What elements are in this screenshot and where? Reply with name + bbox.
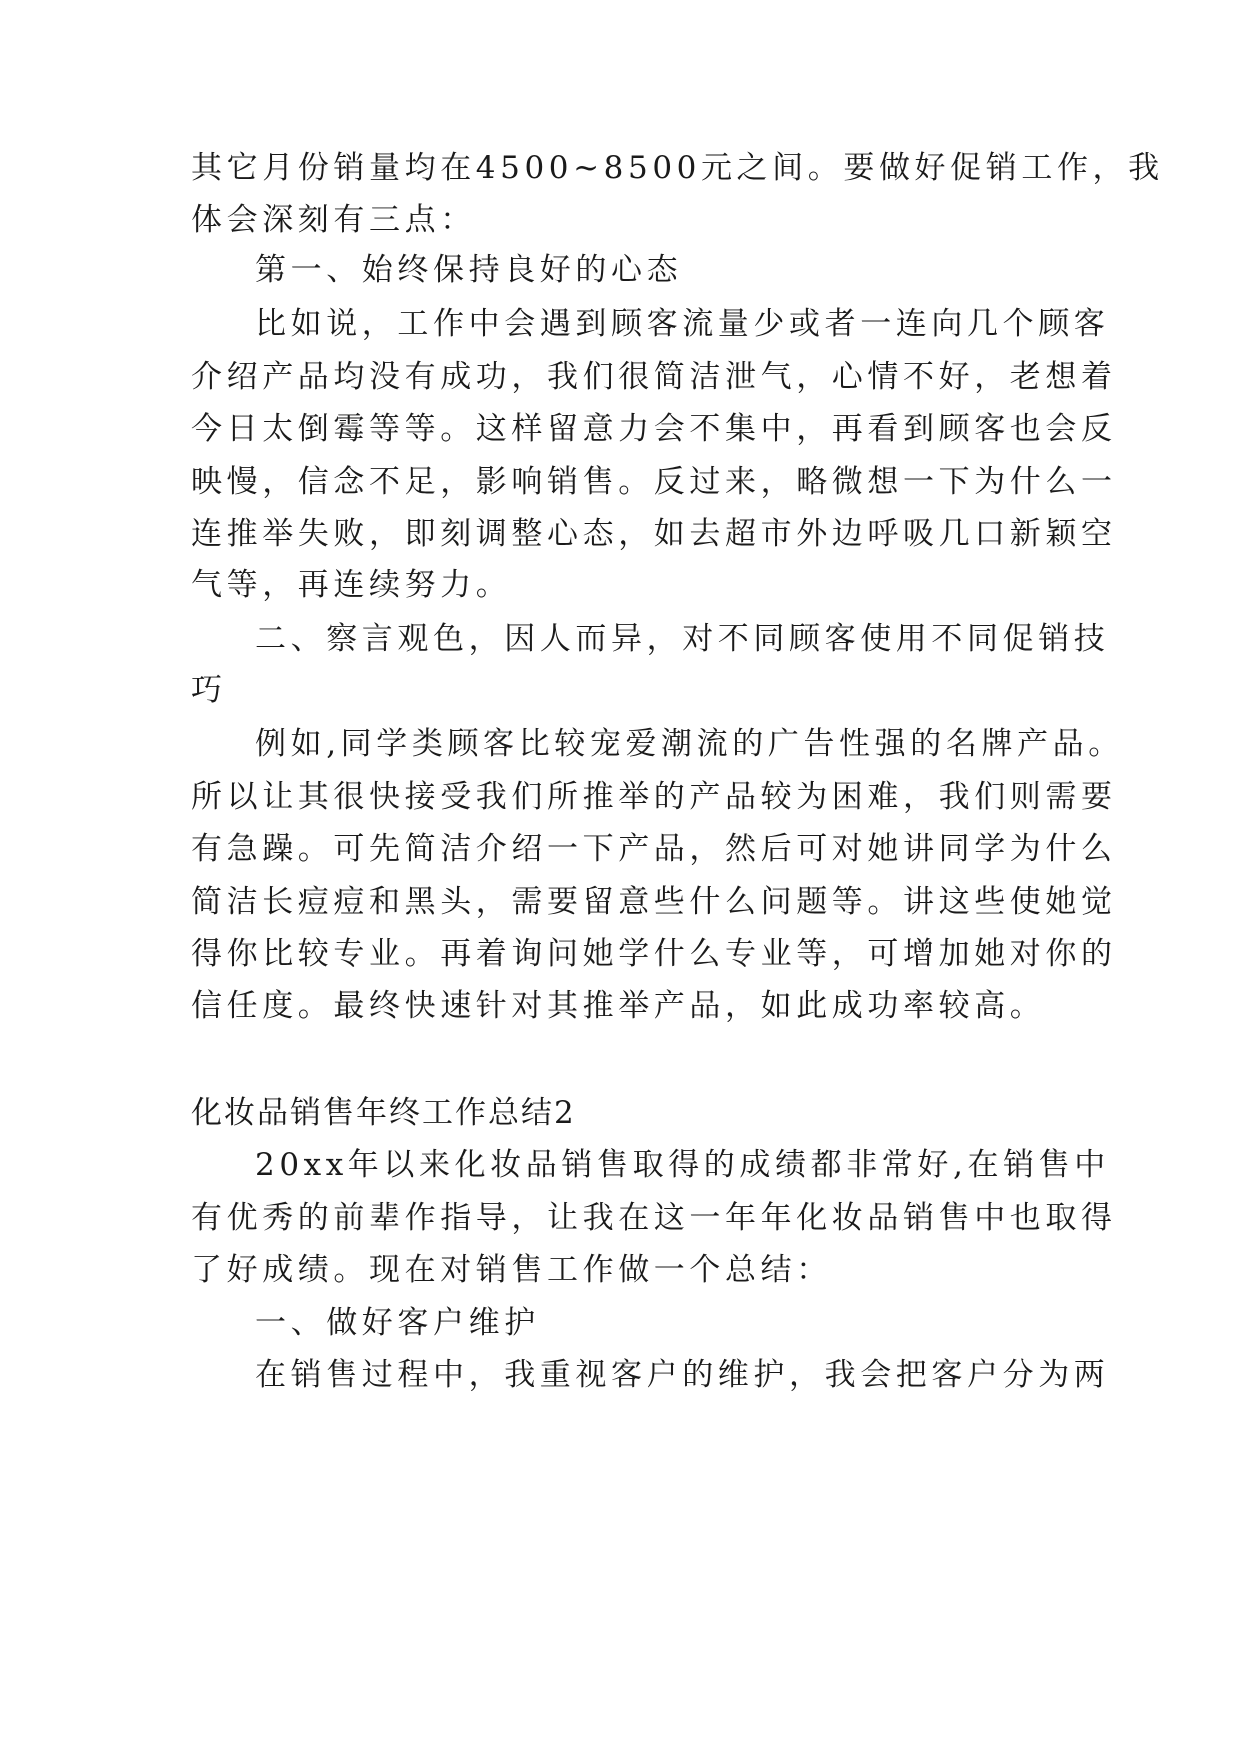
section-heading: 一、做好客户维护 [255, 1305, 540, 1341]
paragraph-line: 连推举失败，即刻调整心态，如去超市外边呼吸几口新颖空 [191, 516, 1117, 552]
paragraph-line: 20xx年以来化妆品销售取得的成绩都非常好,在销售中 [255, 1147, 1110, 1183]
section-heading: 二、察言观色，因人而异，对不同顾客使用不同促销技 [255, 621, 1110, 657]
paragraph-line: 信任度。最终快速针对其推举产品，如此成功率较高。 [191, 988, 1046, 1024]
section-heading: 第一、始终保持良好的心态 [255, 252, 683, 288]
section-title: 化妆品销售年终工作总结2 [191, 1095, 576, 1131]
paragraph-line: 其它月份销量均在4500~8500元之间。要做好促销工作，我 [191, 150, 1164, 186]
paragraph-line: 所以让其很快接受我们所推举的产品较为困难，我们则需要 [191, 779, 1117, 815]
paragraph-line: 有急躁。可先简洁介绍一下产品，然后可对她讲同学为什么 [191, 831, 1117, 867]
paragraph-line: 映慢，信念不足，影响销售。反过来，略微想一下为什么一 [191, 464, 1117, 500]
paragraph-line: 得你比较专业。再着询问她学什么专业等，可增加她对你的 [191, 936, 1117, 972]
paragraph-line: 简洁长痘痘和黑头，需要留意些什么问题等。讲这些使她觉 [191, 884, 1117, 920]
section-heading: 巧 [191, 672, 227, 708]
paragraph-line: 气等，再连续努力。 [191, 567, 512, 603]
paragraph-line: 有优秀的前辈作指导，让我在这一年年化妆品销售中也取得 [191, 1200, 1117, 1236]
paragraph-line: 了好成绩。现在对销售工作做一个总结： [191, 1252, 832, 1288]
paragraph-line: 介绍产品均没有成功，我们很简洁泄气，心情不好，老想着 [191, 359, 1117, 395]
paragraph-line: 体会深刻有三点： [191, 202, 476, 238]
paragraph-line: 比如说，工作中会遇到顾客流量少或者一连向几个顾客 [255, 306, 1110, 342]
paragraph-line: 在销售过程中，我重视客户的维护，我会把客户分为两 [255, 1357, 1110, 1393]
paragraph-line: 今日太倒霉等等。这样留意力会不集中，再看到顾客也会反 [191, 411, 1117, 447]
paragraph-line: 例如,同学类顾客比较宠爱潮流的广告性强的名牌产品。 [255, 726, 1124, 762]
